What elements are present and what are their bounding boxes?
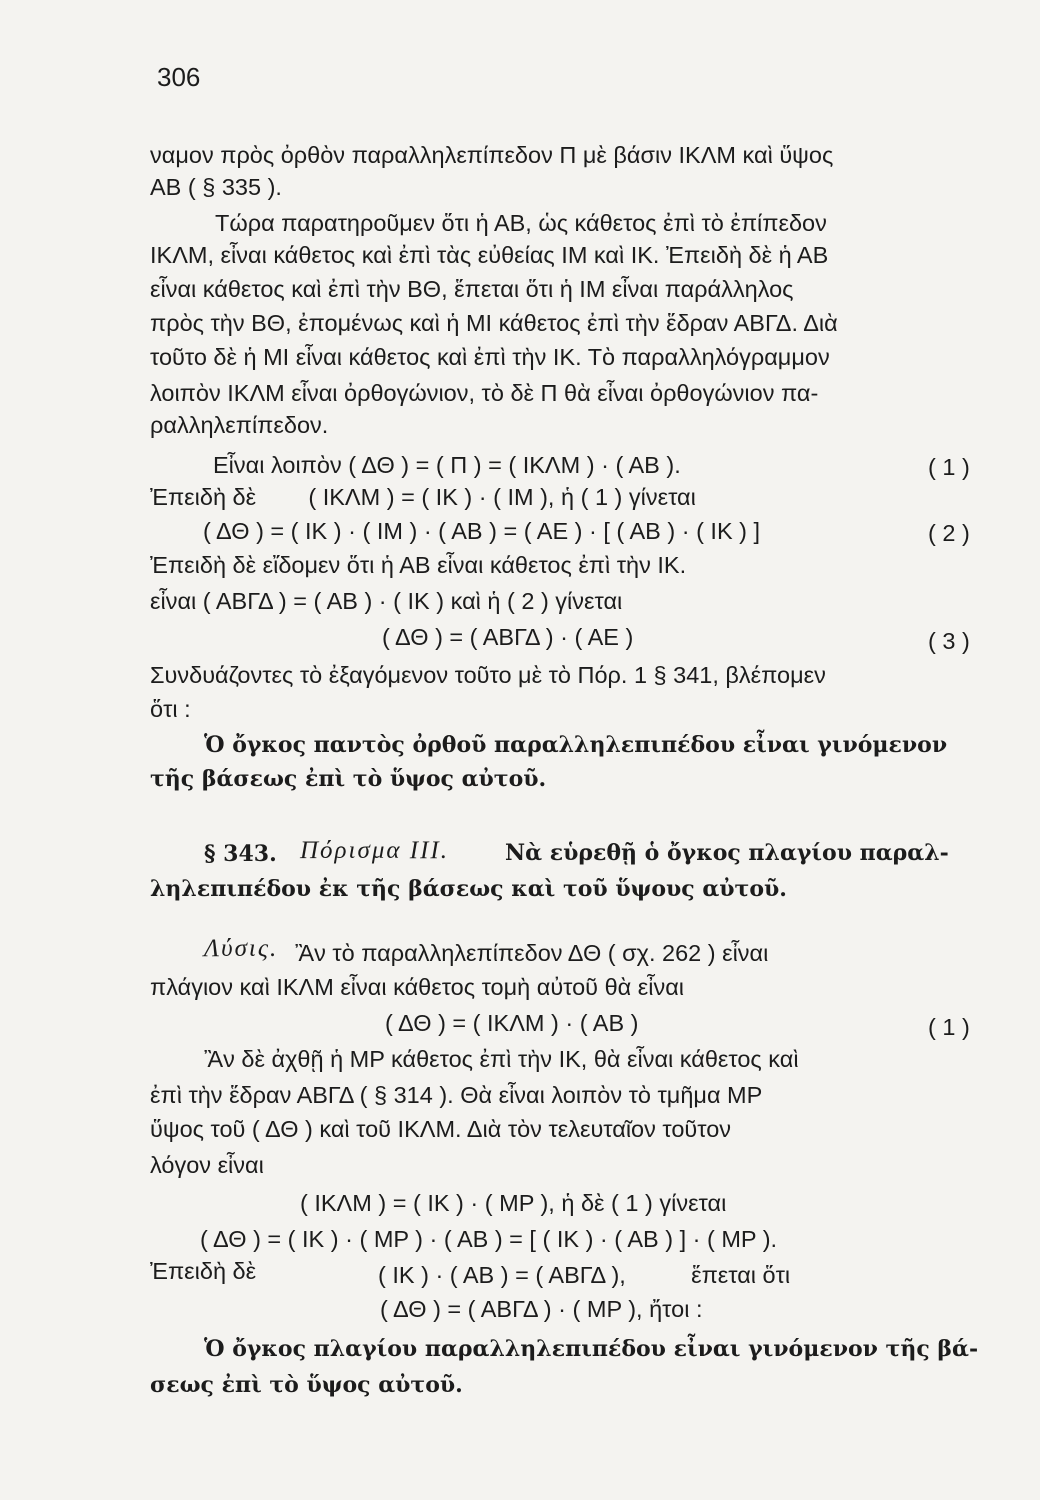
text-line: ΑΒ ( § 335 ).	[150, 174, 282, 200]
equation-number: ( 1 )	[928, 454, 970, 480]
equation-line: Εἶναι λοιπὸν ( ΔΘ ) = ( Π ) = ( ΙΚΛΜ ) · ( ΑΒ ).	[213, 452, 681, 478]
text-line: Ἐπειδὴ δὲ εἴδομεν ὅτι ἡ ΑΒ εἶναι κάθετος ἐπὶ τὴν ΙΚ.	[150, 552, 687, 578]
equation-line: ( ΔΘ ) = ( ΑΒΓΔ ) · ( ΑΕ )	[382, 624, 634, 650]
corollary-label: Πόρισμα ΙΙΙ.	[300, 837, 449, 864]
equation-number: ( 1 )	[928, 1014, 970, 1040]
equation-line: ( ΔΘ ) = ( ΙΚΛΜ ) · ( ΑΒ )	[385, 1010, 639, 1036]
text-line: Ἂν τὸ παραλληλεπίπεδον ΔΘ ( σχ. 262 ) εἶναι	[295, 940, 769, 966]
text-line: Ἂν δὲ ἀχθῇ ἡ ΜΡ κάθετος ἐπὶ τὴν ΙΚ, θὰ εἶναι κάθετος καὶ	[204, 1046, 799, 1072]
text-line: Ἐπειδὴ δὲ	[150, 1258, 257, 1284]
section-heading: ληλεπιπέδου ἐκ τῆς βάσεως καὶ τοῦ ὕψους αὐτοῦ.	[150, 876, 787, 902]
equation-line: ( ΙΚΛΜ ) = ( ΙΚ ) · ( ΜΡ ), ἡ δὲ ( 1 ) γίνεται	[300, 1190, 727, 1216]
equation-line: ( ΔΘ ) = ( ΑΒΓΔ ) · ( ΜΡ ), ἤτοι :	[380, 1296, 703, 1322]
text-line: ΙΚΛΜ, εἶναι κάθετος καὶ ἐπὶ τὰς εὐθείας ΙΜ καὶ ΙΚ. Ἐπειδὴ δὲ ἡ ΑΒ	[150, 242, 829, 268]
text-line: λοιπὸν ΙΚΛΜ εἶναι ὀρθογώνιον, τὸ δὲ Π θὰ εἶναι ὀρθογώνιον πα-	[150, 380, 819, 406]
text-line: Συνδυάζοντες τὸ ἐξαγόμενον τοῦτο μὲ τὸ Πόρ. 1 § 341, βλέπομεν	[150, 662, 826, 688]
text-line: εἶναι ( ΑΒΓΔ ) = ( ΑΒ ) · ( ΙΚ ) καὶ ἡ ( 2 ) γίνεται	[150, 588, 623, 614]
page-number: 306	[157, 62, 201, 92]
text-line: πλάγιον καὶ ΙΚΛΜ εἶναι κάθετος τομὴ αὐτοῦ θὰ εἶναι	[150, 974, 685, 1000]
equation-line: ( ΔΘ ) = ( ΙΚ ) · ( ΙΜ ) · ( ΑΒ ) = ( ΑΕ ) · [ ( ΑΒ ) · ( ΙΚ ) ]	[203, 518, 761, 544]
text-line: ὅτι :	[150, 696, 191, 722]
text-line: ραλληλεπίπεδον.	[150, 412, 329, 438]
text-line: λόγον εἶναι	[150, 1152, 264, 1178]
theorem-text: τῆς βάσεως ἐπὶ τὸ ὕψος αὐτοῦ.	[150, 766, 547, 792]
theorem-text: Ὁ ὄγκος πλαγίου παραλληλεπιπέδου εἶναι γινόμενον τῆς βά-	[204, 1336, 979, 1362]
solution-label: Λύσις.	[204, 935, 279, 962]
equation-line: ( ΙΚ ) · ( ΑΒ ) = ( ΑΒΓΔ ), ἕπεται ὅτι	[378, 1262, 791, 1288]
equation-number: ( 2 )	[928, 520, 970, 546]
text-line: εἶναι κάθετος καὶ ἐπὶ τὴν ΒΘ, ἕπεται ὅτι ἡ ΙΜ εἶναι παράλληλος	[150, 276, 794, 302]
section-heading: Νὰ εὑρεθῇ ὁ ὄγκος πλαγίου παραλ-	[505, 840, 949, 866]
text-line: πρὸς τὴν ΒΘ, ἐπομένως καὶ ἡ ΜΙ κάθετος ἐπὶ τὴν ἕδραν ΑΒΓΔ. Διὰ	[150, 310, 838, 336]
text-line: Τώρα παρατηροῦμεν ὅτι ἡ ΑΒ, ὡς κάθετος ἐπὶ τὸ ἐπίπεδον	[215, 210, 827, 236]
text-line: τοῦτο δὲ ἡ ΜΙ εἶναι κάθετος καὶ ἐπὶ τὴν ΙΚ. Τὸ παραλληλόγραμμον	[150, 344, 830, 370]
text-line: Ἐπειδὴ δὲ ( ΙΚΛΜ ) = ( ΙΚ ) · ( ΙΜ ), ἡ ( 1 ) γίνεται	[150, 484, 696, 510]
theorem-text: Ὁ ὄγκος παντὸς ὀρθοῦ παραλληλεπιπέδου εἶναι γινόμενον	[204, 732, 948, 758]
equation-line: ( ΔΘ ) = ( ΙΚ ) · ( ΜΡ ) · ( ΑΒ ) = [ ( ΙΚ ) · ( ΑΒ ) ] · ( ΜΡ ).	[200, 1226, 778, 1252]
text-line: ὕψος τοῦ ( ΔΘ ) καὶ τοῦ ΙΚΛΜ. Διὰ τὸν τελευταῖον τοῦτον	[150, 1116, 732, 1142]
text-line: ἐπὶ τὴν ἕδραν ΑΒΓΔ ( § 314 ). Θὰ εἶναι λοιπὸν τὸ τμῆμα ΜΡ	[150, 1082, 763, 1108]
theorem-text: σεως ἐπὶ τὸ ὕψος αὐτοῦ.	[150, 1372, 463, 1398]
text-line: ναμον πρὸς ὀρθὸν παραλληλεπίπεδον Π μὲ βάσιν ΙΚΛΜ καὶ ὕψος	[150, 142, 834, 168]
section-number: § 343.	[204, 841, 277, 867]
equation-number: ( 3 )	[928, 628, 970, 654]
